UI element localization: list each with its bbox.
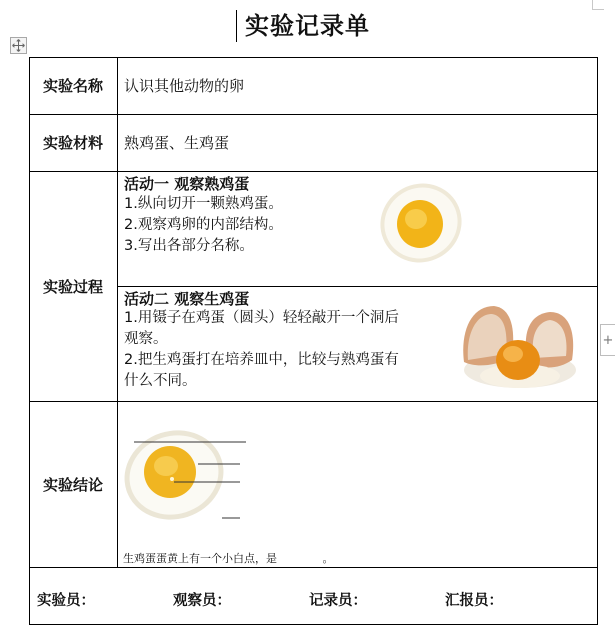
activity1-step: 1.纵向切开一颗熟鸡蛋。 — [124, 196, 283, 212]
boiled-egg-image — [376, 179, 466, 267]
page-corner-mark — [592, 0, 604, 10]
text-cursor — [236, 10, 237, 42]
activity2-step: 1.用镊子在鸡蛋（圆头）轻轻敲开一个洞后 — [124, 310, 399, 326]
column-divider — [117, 57, 118, 567]
experiment-name-value[interactable]: 认识其他动物的卵 — [124, 77, 245, 95]
row-divider — [29, 171, 598, 172]
experimenter-label: 实验员： — [37, 593, 95, 609]
activity2-title: 活动二 观察生鸡蛋 — [124, 290, 250, 308]
materials-label: 实验材料 — [42, 134, 103, 152]
page-bottom-mark — [295, 624, 331, 636]
egg-diagram-image — [122, 422, 247, 532]
process-label: 实验过程 — [42, 278, 103, 296]
page-title: 实验记录单 — [245, 12, 370, 40]
activity1-title: 活动一 观察熟鸡蛋 — [124, 175, 250, 193]
activity2-step: 2.把生鸡蛋打在培养皿中，比较与熟鸡蛋有 — [124, 352, 399, 368]
activity1-step: 3.写出各部分名称。 — [124, 238, 254, 254]
add-column-button[interactable] — [600, 324, 615, 356]
table-border-right — [597, 57, 598, 625]
plus-icon: + — [602, 332, 614, 348]
activity1-step: 2.观察鸡卵的内部结构。 — [124, 217, 283, 233]
activity-divider — [117, 286, 598, 287]
materials-value[interactable]: 熟鸡蛋、生鸡蛋 — [124, 134, 230, 152]
recorder-label: 记录员： — [309, 593, 367, 609]
row-divider — [29, 401, 598, 402]
conclusion-label: 实验结论 — [42, 476, 103, 494]
table-border-top — [29, 57, 598, 58]
activity2-step: 观察。 — [124, 331, 168, 347]
reporter-label: 汇报员： — [445, 593, 503, 609]
activity2-step: 什么不同。 — [124, 373, 197, 389]
row-divider — [29, 114, 598, 115]
conclusion-note[interactable]: 生鸡蛋蛋黄上有一个小白点，是 。 — [123, 552, 334, 565]
experiment-name-label: 实验名称 — [42, 77, 103, 95]
row-divider — [29, 567, 598, 568]
record-table — [29, 57, 598, 625]
table-border-bottom — [29, 624, 598, 625]
move-arrows-icon — [12, 39, 25, 52]
raw-egg-image — [458, 290, 580, 395]
table-move-handle[interactable] — [10, 37, 27, 54]
observer-label: 观察员： — [173, 593, 231, 609]
